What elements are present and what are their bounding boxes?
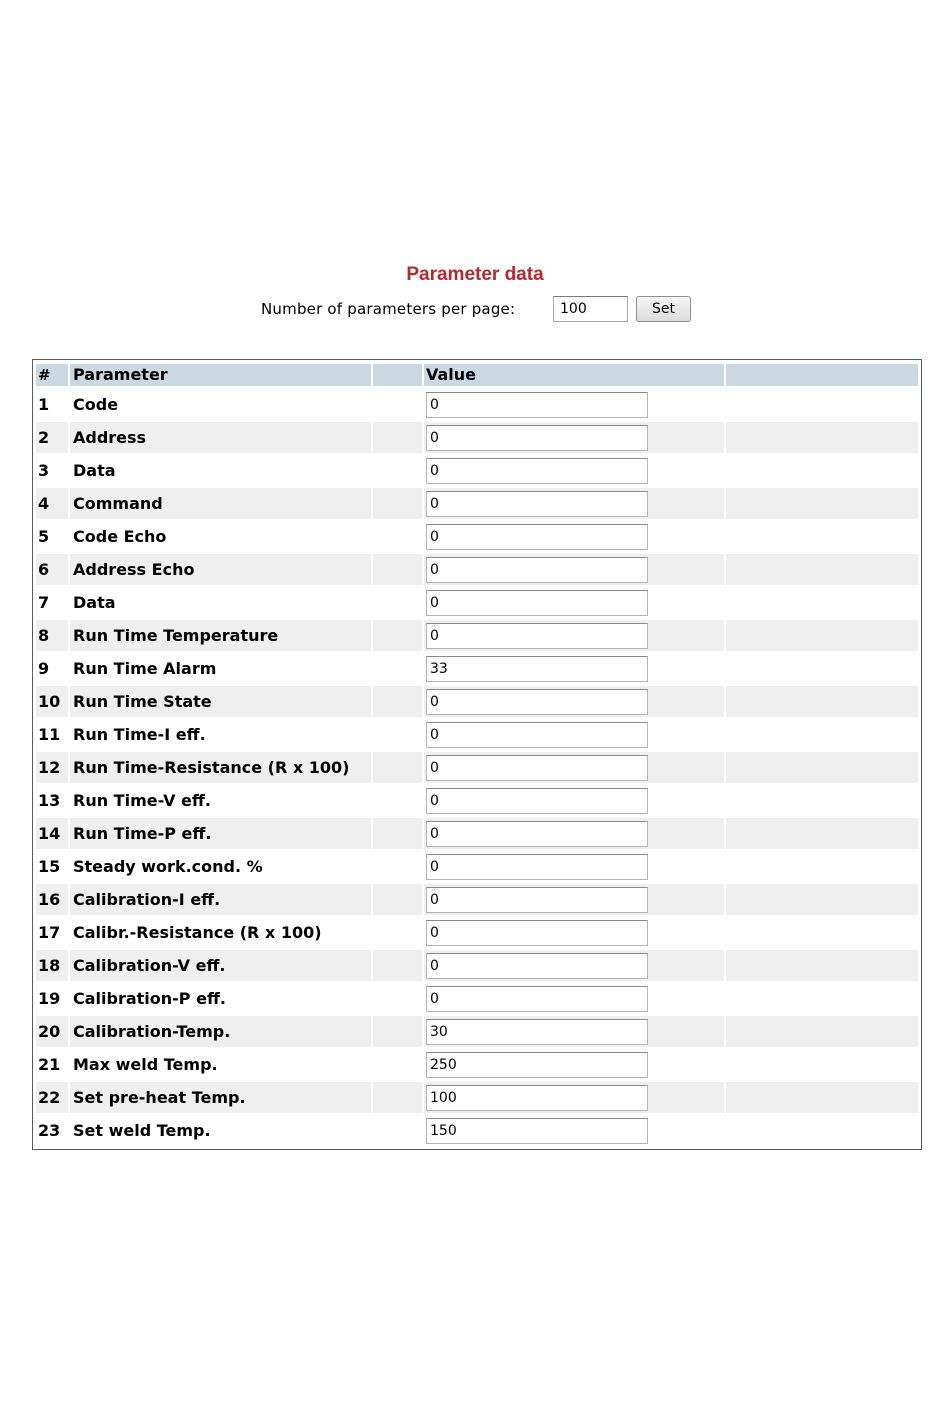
table-row	[36, 686, 918, 717]
table-row	[36, 620, 918, 651]
value-cell	[424, 389, 724, 420]
row-spacer	[373, 620, 422, 651]
value-cell	[424, 884, 724, 915]
parameter-value-input[interactable]	[426, 1019, 648, 1045]
set-button[interactable]: Set	[636, 296, 691, 322]
row-spacer	[373, 917, 422, 948]
table-row	[36, 587, 918, 618]
table-row	[36, 1016, 918, 1047]
row-extra	[726, 719, 918, 750]
row-spacer	[373, 422, 422, 453]
table-row	[36, 488, 918, 519]
parameter-value-input[interactable]	[426, 392, 648, 418]
row-extra	[726, 950, 918, 981]
table-row	[36, 1082, 918, 1113]
table-row	[36, 785, 918, 816]
row-extra	[726, 983, 918, 1014]
parameter-value-input[interactable]	[426, 1118, 648, 1144]
parameter-name: Run Time Alarm	[73, 659, 217, 678]
value-cell	[424, 983, 724, 1014]
table-row	[36, 917, 918, 948]
row-extra	[726, 1082, 918, 1113]
table-row	[36, 389, 918, 420]
parameter-value-input[interactable]	[426, 821, 648, 847]
row-spacer	[373, 455, 422, 486]
parameter-value-input[interactable]	[426, 656, 648, 682]
row-spacer	[373, 587, 422, 618]
parameter-table	[32, 359, 922, 1150]
table-row	[36, 719, 918, 750]
row-spacer	[373, 983, 422, 1014]
parameter-name: Run Time-I eff.	[73, 725, 206, 744]
row-extra	[726, 554, 918, 585]
parameter-name: Steady work.cond. %	[73, 857, 263, 876]
parameter-name: Calibration-I eff.	[70, 884, 371, 915]
row-spacer	[373, 488, 422, 519]
parameter-name: Calibr.-Resistance (R x 100)	[73, 923, 322, 942]
row-spacer	[373, 785, 422, 816]
parameter-name: Address Echo	[70, 554, 371, 585]
row-extra	[726, 851, 918, 882]
row-number: 11	[38, 725, 61, 744]
parameter-value-input[interactable]	[426, 1052, 648, 1078]
row-number: 18	[36, 950, 68, 981]
row-number: 23	[38, 1121, 61, 1140]
table-row	[36, 983, 918, 1014]
row-extra	[726, 389, 918, 420]
row-number: 22	[36, 1082, 68, 1113]
row-spacer	[373, 950, 422, 981]
table-row	[36, 554, 918, 585]
row-spacer	[373, 719, 422, 750]
row-extra	[726, 917, 918, 948]
table-row	[36, 851, 918, 882]
row-spacer	[373, 389, 422, 420]
parameter-value-input[interactable]	[426, 920, 648, 946]
table-row	[36, 818, 918, 849]
row-extra	[726, 521, 918, 552]
row-extra	[726, 1016, 918, 1047]
table-row	[36, 950, 918, 981]
value-cell	[424, 587, 724, 618]
header-parameter: Parameter	[70, 364, 371, 386]
parameter-name: Run Time Temperature	[70, 620, 371, 651]
value-cell	[424, 950, 724, 981]
value-cell	[424, 752, 724, 783]
parameter-value-input[interactable]	[426, 557, 648, 583]
row-number: 10	[36, 686, 68, 717]
row-number: 13	[38, 791, 61, 810]
table-row	[36, 422, 918, 453]
value-cell	[424, 1115, 724, 1146]
row-number: 14	[36, 818, 68, 849]
row-extra	[726, 884, 918, 915]
table-row	[36, 653, 918, 684]
row-spacer	[373, 818, 422, 849]
row-number: 20	[36, 1016, 68, 1047]
row-number: 9	[38, 659, 50, 678]
row-spacer	[373, 851, 422, 882]
row-number: 2	[36, 422, 68, 453]
parameter-name: Data	[73, 593, 116, 612]
row-spacer	[373, 752, 422, 783]
parameter-name: Calibration-P eff.	[73, 989, 226, 1008]
row-spacer	[373, 1016, 422, 1047]
parameter-name: Data	[73, 461, 116, 480]
row-extra	[726, 422, 918, 453]
row-spacer	[373, 686, 422, 717]
parameter-value-input[interactable]	[426, 491, 648, 517]
parameter-name: Calibration-Temp.	[70, 1016, 371, 1047]
row-extra	[726, 1049, 918, 1080]
value-cell	[424, 917, 724, 948]
row-extra	[726, 455, 918, 486]
parameter-value-input[interactable]	[426, 953, 648, 979]
row-extra	[726, 653, 918, 684]
value-cell	[424, 653, 724, 684]
parameter-name: Code	[73, 395, 119, 414]
table-row	[36, 521, 918, 552]
parameter-name: Max weld Temp.	[73, 1055, 218, 1074]
row-spacer	[373, 1049, 422, 1080]
parameter-name: Set weld Temp.	[73, 1121, 211, 1140]
page-title: Parameter data	[406, 264, 544, 285]
per-page-label: Number of parameters per page:	[261, 300, 516, 318]
parameter-value-input[interactable]	[426, 623, 648, 649]
table-row	[36, 752, 918, 783]
table-header-row	[36, 364, 918, 386]
parameter-name: Run Time State	[70, 686, 371, 717]
row-number: 4	[36, 488, 68, 519]
value-cell	[424, 455, 724, 486]
row-number: 21	[38, 1055, 61, 1074]
table-row	[36, 455, 918, 486]
row-number: 5	[38, 527, 50, 546]
parameter-value-input[interactable]	[426, 590, 648, 616]
parameter-name: Run Time-P eff.	[70, 818, 371, 849]
parameter-name: Address	[70, 422, 371, 453]
parameter-value-input[interactable]	[426, 755, 648, 781]
row-spacer	[373, 1082, 422, 1113]
per-page-form	[0, 295, 950, 325]
row-extra	[726, 686, 918, 717]
parameter-name: Run Time-Resistance (R x 100)	[70, 752, 371, 783]
row-extra	[726, 620, 918, 651]
row-spacer	[373, 554, 422, 585]
row-extra	[726, 1115, 918, 1146]
row-extra	[726, 752, 918, 783]
row-extra	[726, 488, 918, 519]
row-number: 8	[36, 620, 68, 651]
row-number: 3	[38, 461, 50, 480]
table-row	[36, 884, 918, 915]
parameter-name: Set pre-heat Temp.	[70, 1082, 371, 1113]
value-cell	[424, 1049, 724, 1080]
row-extra	[726, 587, 918, 618]
table-row	[36, 1115, 918, 1146]
header-number: #	[36, 364, 68, 386]
row-number: 6	[36, 554, 68, 585]
value-cell	[424, 851, 724, 882]
parameter-value-input[interactable]	[426, 722, 648, 748]
row-number: 7	[38, 593, 50, 612]
row-extra	[726, 785, 918, 816]
parameter-value-input[interactable]	[426, 458, 648, 484]
value-cell	[424, 521, 724, 552]
per-page-input[interactable]	[553, 296, 628, 322]
row-extra	[726, 818, 918, 849]
parameter-value-input[interactable]	[426, 689, 648, 715]
row-number: 12	[36, 752, 68, 783]
parameter-value-input[interactable]	[426, 887, 648, 913]
parameter-value-input[interactable]	[426, 986, 648, 1012]
row-number: 1	[38, 395, 50, 414]
value-cell	[424, 719, 724, 750]
value-cell	[424, 422, 724, 453]
value-cell	[424, 818, 724, 849]
parameter-value-input[interactable]	[426, 788, 648, 814]
parameter-name: Command	[70, 488, 371, 519]
parameter-name: Code Echo	[73, 527, 167, 546]
row-number: 16	[36, 884, 68, 915]
header-value: Value	[424, 364, 724, 386]
value-cell	[424, 785, 724, 816]
value-cell	[424, 686, 724, 717]
value-cell	[424, 488, 724, 519]
parameter-name: Run Time-V eff.	[73, 791, 211, 810]
parameter-value-input[interactable]	[426, 854, 648, 880]
value-cell	[424, 554, 724, 585]
row-spacer	[373, 653, 422, 684]
value-cell	[424, 620, 724, 651]
parameter-value-input[interactable]	[426, 524, 648, 550]
row-spacer	[373, 884, 422, 915]
parameter-name: Calibration-V eff.	[70, 950, 371, 981]
header-spacer	[373, 364, 422, 386]
table-row	[36, 1049, 918, 1080]
row-number: 17	[38, 923, 61, 942]
row-number: 19	[38, 989, 61, 1008]
value-cell	[424, 1016, 724, 1047]
value-cell	[424, 1082, 724, 1113]
row-spacer	[373, 521, 422, 552]
row-number: 15	[38, 857, 61, 876]
row-spacer	[373, 1115, 422, 1146]
parameter-value-input[interactable]	[426, 425, 648, 451]
parameter-value-input[interactable]	[426, 1085, 648, 1111]
header-extra	[726, 364, 918, 386]
